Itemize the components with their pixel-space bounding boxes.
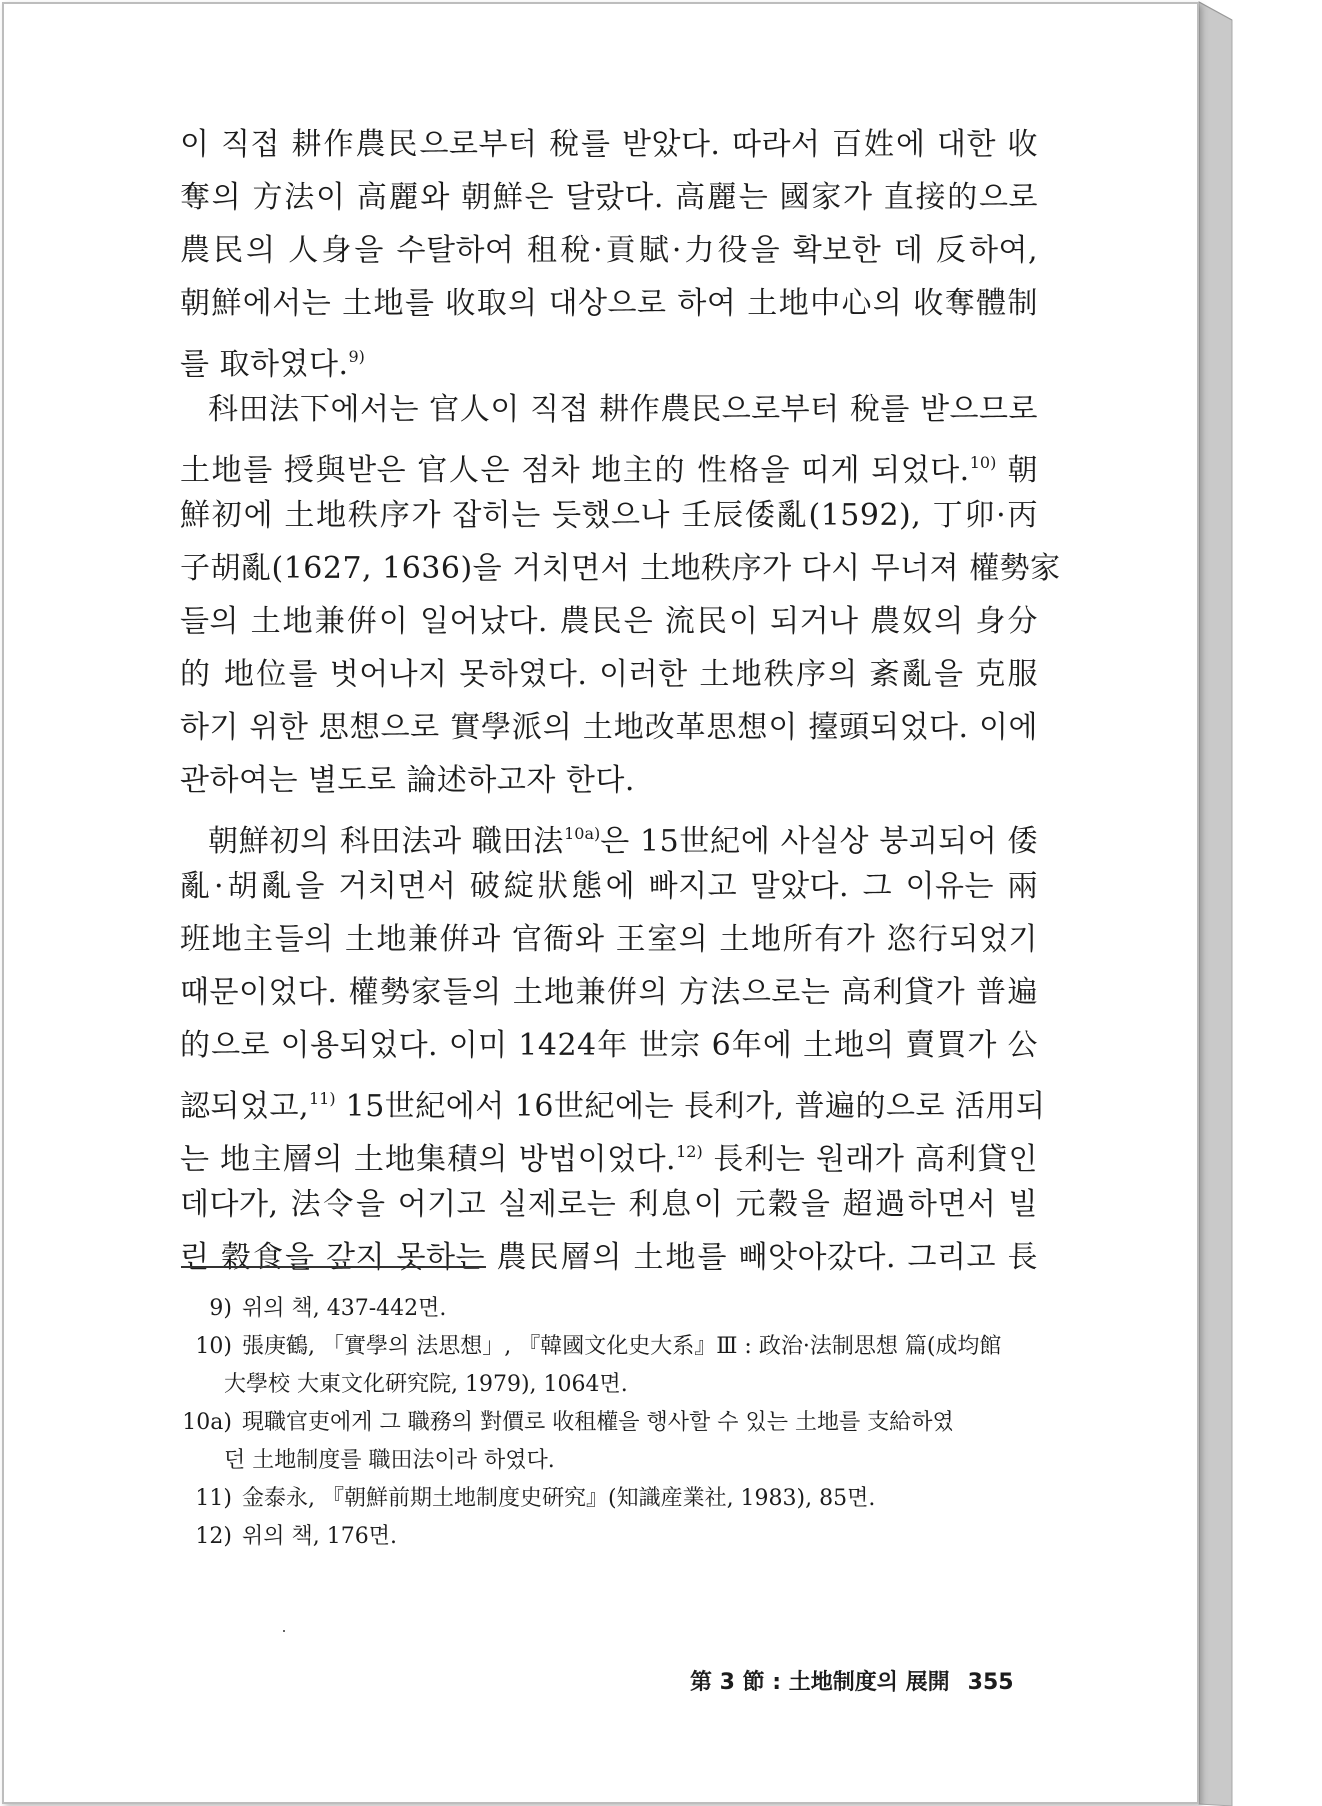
footnote-number: 11) (195, 1486, 232, 1511)
footnote-text: 金泰永, 『朝鮮前期土地制度史硏究』(知識産業社, 1983), 85면. (242, 1486, 876, 1511)
body-line (180, 807, 1038, 860)
body-line (180, 1072, 1046, 1125)
footnote (180, 1404, 1050, 1480)
footnote-text: 위의 책, 176면. (242, 1524, 397, 1549)
footnote-number: 12) (195, 1524, 232, 1549)
body-line-text: 린 穀食을 갚지 못하는 農民層의 土地를 빼앗아갔다. 그리고 長 (180, 1240, 1038, 1275)
footnotes (180, 1290, 1050, 1556)
body-line (180, 648, 1038, 701)
body-line-text: 子胡亂(1627, 1636)을 거치면서 土地秩序가 다시 무너져 權勢家 (180, 551, 1061, 586)
body-line (180, 1019, 1038, 1072)
footnote-text: 現職官吏에게 그 職務의 對價로 收租權을 행사할 수 있는 土地를 支給하였 (242, 1410, 954, 1435)
body-line-text: 관하여는 별도로 論述하고자 한다. (180, 763, 635, 798)
body-line (180, 224, 1038, 277)
body-line (180, 860, 1038, 913)
footnote (180, 1480, 1050, 1518)
body-line-text: 長利는 원래가 高利貸인 (702, 1142, 1038, 1177)
running-head-title: 第 3 節 : 土地制度의 展開 (690, 1670, 950, 1695)
body-line-text: 朝鮮初의 科田法과 職田法 (208, 824, 565, 859)
body-line (180, 1125, 1038, 1178)
body-line (180, 277, 1038, 330)
footnote-ref: 10) (969, 453, 997, 472)
body-line-text: 朝鮮에서는 土地를 收取의 대상으로 하여 土地中心의 收奪體制 (180, 286, 1038, 321)
body-line-text: 때문이었다. 權勢家들의 土地兼倂의 方法으로는 高利貸가 普遍 (180, 975, 1038, 1010)
body-line-text: 鮮初에 土地秩序가 잡히는 듯했으나 壬辰倭亂(1592), 丁卯·丙 (180, 498, 1038, 533)
body-line-text: 奪의 方法이 高麗와 朝鮮은 달랐다. 高麗는 國家가 直接的으로 (180, 180, 1038, 215)
body-line-text: 認되었고, (180, 1089, 309, 1124)
body-line (180, 489, 1038, 542)
footnote-number: 10a) (182, 1410, 232, 1435)
body-line-text: 班地主들의 土地兼倂과 官衙와 王室의 土地所有가 恣行되었기 (180, 922, 1038, 957)
footnote-text: 大學校 大東文化硏究院, 1979), 1064면. (224, 1372, 628, 1397)
body-line-text: 를 取하였다. (180, 347, 349, 382)
footnote-text: 던 土地制度를 職田法이라 하였다. (224, 1448, 555, 1473)
body-line (180, 330, 1038, 383)
body-line (180, 1231, 1038, 1284)
footnote-number: 10) (195, 1334, 232, 1359)
body-line (180, 754, 1038, 807)
body-line (180, 542, 1061, 595)
body-line-text: 土地를 授與받은 官人은 점차 地主的 性格을 띠게 되었다. (180, 453, 970, 488)
footnote-ref: 12) (676, 1142, 703, 1161)
body-line-text: 하기 위한 思想으로 實學派의 土地改革思想이 擡頭되었다. 이에 (180, 710, 1038, 745)
body-line (180, 595, 1038, 648)
running-head (690, 1665, 1014, 1696)
footnote-ref: 10a) (564, 824, 601, 843)
body-line (180, 701, 1038, 754)
footnote-ref: 11) (308, 1089, 336, 1108)
body-line (180, 913, 1038, 966)
footnote (180, 1290, 1050, 1328)
footnote-text: 위의 책, 437-442면. (242, 1296, 447, 1321)
body-line-text: 科田法下에서는 官人이 직접 耕作農民으로부터 稅를 받으므로 (208, 392, 1038, 427)
page-number: 355 (967, 1670, 1014, 1695)
body-line-text: 들의 土地兼倂이 일어났다. 農民은 流民이 되거나 農奴의 身分 (180, 604, 1038, 639)
body-line (180, 436, 1038, 489)
body-line (180, 171, 1038, 224)
body-line-text: 的으로 이용되었다. 이미 1424年 世宗 6年에 土地의 賣買가 公 (180, 1028, 1038, 1063)
body-line-text: 이 직접 耕作農民으로부터 稅를 받았다. 따라서 百姓에 대한 收 (180, 127, 1038, 162)
body-line-text: 는 地主層의 土地集積의 방법이었다. (180, 1142, 677, 1177)
body-line (180, 118, 1038, 171)
body-line-text: 15世紀에서 16世紀에는 長利가, 普遍的으로 活用되 (335, 1089, 1046, 1124)
speck (283, 1630, 285, 1632)
footnote (180, 1328, 1050, 1404)
footnote-separator (181, 1266, 486, 1268)
body-line (180, 1178, 1038, 1231)
body-line-text: 的 地位를 벗어나지 못하였다. 이러한 土地秩序의 紊亂을 克服 (180, 657, 1038, 692)
footnote-number: 9) (209, 1296, 232, 1321)
footnote-ref: 9) (348, 347, 365, 366)
body-line-text: 朝 (996, 453, 1038, 488)
footnote-text: 張庚鶴, 「實學의 法思想」, 『韓國文化史大系』Ⅲ : 政治·法制思想 篇(成均館 (242, 1334, 1002, 1359)
body-line-text: 데다가, 法令을 어기고 실제로는 利息이 元穀을 超過하면서 빌 (180, 1187, 1038, 1222)
body-line-text: 農民의 人身을 수탈하여 租稅·貢賦·力役을 확보한 데 反하여, (180, 233, 1038, 268)
body-line (180, 966, 1038, 1019)
body-line-text: 亂·胡亂을 거치면서 破綻狀態에 빠지고 말았다. 그 이유는 兩 (180, 869, 1038, 904)
body-line-text: 은 15世紀에 사실상 붕괴되어 倭 (600, 824, 1038, 859)
body-text (180, 118, 1061, 1284)
body-line (180, 383, 1038, 436)
footnote (180, 1518, 1050, 1556)
